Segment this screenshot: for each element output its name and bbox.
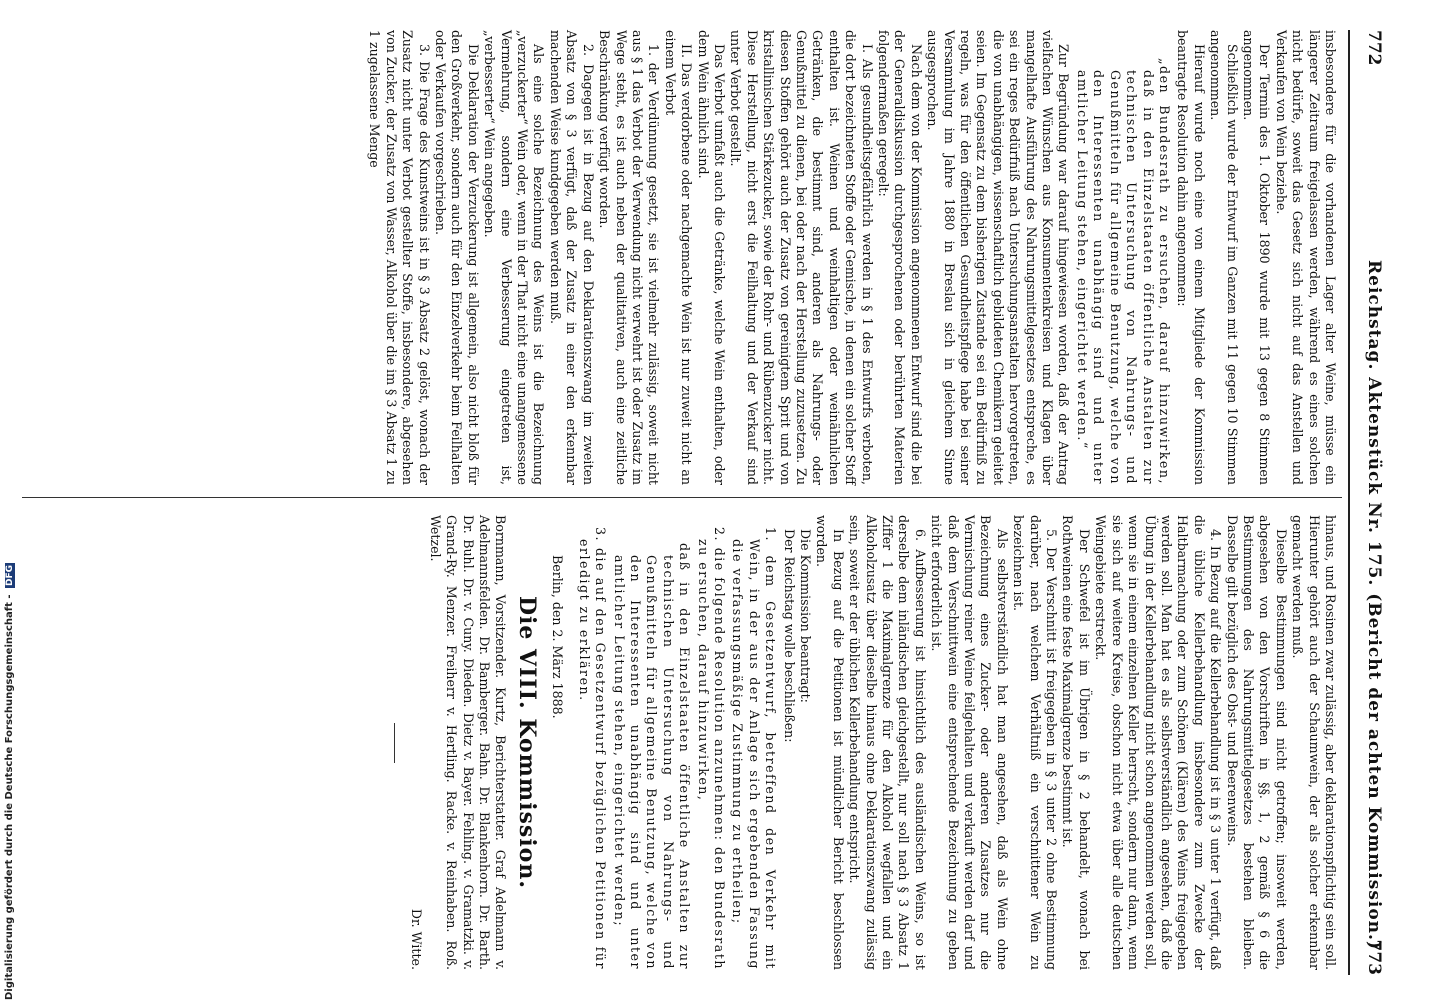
paragraph: I. Als gesundheitsgefährlich werden in § 1 des Entwurfs verboten, die dort bezeichneten Stoffe oder Gemische, in denen ein solcher Stoff enthalten ist. Weinen und weinhaltigen oder weinähnlichen Getränken, die bestimmt sind, anderen als Nahrungs- oder Genußmittel zu dienen, bei oder nach der Herstellung zuzusetzen. Zu diesen Stoffen gehört auch der Zusatz von gereinigtem Sprit und von kristallinischen Stärkezucker, sowie der Rohr- und Rübenzucker nicht. Diese Herstellung, nicht erst die Feilhaltung und der Verkauf sind unter Verbot gestellt. — [728, 30, 875, 485]
paragraph: Hierauf wurde noch eine von einem Mitgliede der Kommission beantragte Resolution dahin angenommen: — [1175, 30, 1207, 485]
digitization-credit — [4, 563, 15, 1000]
commission-title: Die VIII. Kommission. — [513, 595, 540, 890]
paragraph: Zur Begründung war darauf hingewiesen worden, daß der Antrag vielfachen Wünschen aus Konsumentenkreisen und Klagen über mangelhafte Ausführung des Nahrungsmittelgesetzes entspreche, es sei ein reges Bedürfniß nach Untersuchungsanstalten hervorgetreten, die von unabhängigen, wissenschaftlich gebildeten Chemikern geleitet seien. Im Gegensatz zu dem bisherigen Zustande sei ein Bedürfniß zu regeln, was für den öffentlichen Gesundheitspflege habe bei seiner Versammlung im Jahre 1880 in Breslau sich in gleichem Sinne ausgesprochen. — [925, 30, 1072, 485]
header-rule — [1348, 30, 1350, 975]
paragraph: 6. Aufbesserung ist hinsichtlich des ausländischen Weins, so ist derselbe dem inländischen gleichgestellt, nur soll nach § 3 Absatz 1 Ziffer 1 die Maximalgrenze für den Alkohol wegfallen und ein Alkoholzusatz über dieselbe hinaus ohne Deklarationszwang zulässig sein, soweit er der üblichen Kellerbehandlung entspricht. — [847, 515, 928, 970]
paragraph: 5. Der Verschnitt ist freigegeben in § 3 unter 2 ohne Bestimmung darüber, nach welchem Verhältniß ein verschnittener Wein zu bezeichnen ist. — [1011, 515, 1060, 970]
proposal-resolution: daß in den Einzelstaaten öffentliche Anstalten zur technischen Untersuchung von Nahrungs- und Genußmitteln für allgemeine Benutzung, welche von den Interessenten unabhängig sind und unter amtlicher Leitung stehen, eingerichtet werden; — [611, 543, 693, 970]
paragraph: 4. In Bezug auf die Kellerbehandlung ist in § 3 unter 1 verfügt, daß die übliche Kellerbehandlung insbesondere zum Zwecke der Haltbarmachung oder zum Schönen (Klären) des Weins freigegeben werden soll. Man hat es als selbstverständlich angesehen, daß die Übung in der Kellerbehandlung nicht schon angenommen werden soll, wenn sie in einem einzelnen Keller herrscht, sondern nur dann, wenn sie sich auf weitere Kreise, obschon nicht etwa über alle deutschen Weingebiete erstreckt. — [1093, 515, 1224, 970]
proposal-item: 3. die auf den Gesetzentwurf bezüglichen Petitionen für erledigt zu erklären. — [576, 527, 609, 970]
paragraph: 2. Dagegen ist in Bezug auf den Deklarationszwang im zweiten Absatz von § 3 verfügt, daß der Zusatz in einer den erkennbar machenden Weise kundgegeben werden muß. — [547, 30, 596, 485]
date-line: Berlin, den 2. März 1888. — [550, 555, 566, 719]
page-number-right: 773 — [1364, 939, 1384, 975]
paragraph: Die Deklaration der Verzuckerung ist allgemein, also nicht bloß für den Großverkehr, sondern auch für den Einzelverkehr beim Feilhalten oder Verkaufen vorgeschrieben. — [433, 30, 481, 485]
paragraph: Das Verbot umfaßt auch die Getränke, welche Wein enthalten, oder dem Wein ähnlich sind. — [695, 30, 727, 485]
paragraph: insbesondere für die vorhandenen Lager alter Weine, müsse ein längerer Zeitraum freigelassen werden, während es eines solchen nicht bedürfe, soweit das Gesetz sich nicht auf das Anstellen und Verkaufen von Wein beziehe. — [1273, 30, 1338, 485]
left-column — [366, 30, 1338, 485]
right-column — [384, 515, 1338, 970]
document-title: Reichstag. Aktenstück Nr. 175. (Bericht der achten Kommission.) — [1364, 260, 1384, 951]
member-list: Bornmann, Vorsitzender. Kurtz, Berichterstatter. Graf Adelmann v. Adelmannsfelden. Dr. Bamberger. Bahn. Dr. Blankenhorn. Dr. Barth. Dr. Buhl. Dr. v. Cuny. Dieden. Dietz v. Bayer. Fehling. v. Gramatzki. v. Grand-Ry. Menzer. Freiherr v. Hertling. Racke. v. Reinhaben. Roß. Wetzel. — [427, 515, 509, 970]
paragraph: 1. der Verdünnung gesetzt, sie ist vielmehr zulässig, soweit nicht aus § 1 das Verbot der Verwendung nicht verwehrt ist oder Zusatz im Wege steht, es ist auch neben der qualitativen, auch eine zeitliche Beschränkung verfügt worden. — [597, 30, 662, 485]
paragraph: hinaus, und Rosinen zwar zulässig, aber deklarationspflichtig sein soll. Hierunter gehört auch der Schaumwein, der als solcher erkennbar gemacht werden muß. — [1290, 515, 1338, 970]
page-header — [1352, 30, 1392, 975]
paragraph: Der Reichstag wolle beschließen: — [781, 529, 797, 743]
paragraph: Als eine solche Bezeichnung des Weins ist die Bezeichnung „verzuckerter“ Wein oder, wenn in der That nicht eine unangemessene Vermehrung, sondern eine Verbesserung eingetreten ist, „verbesserter“ Wein angegeben. — [482, 30, 547, 485]
page-number-left: 772 — [1364, 30, 1384, 66]
paragraph: Die Kommission beantragt: — [798, 529, 813, 703]
proposal-item: 1. dem Gesetzentwurf, betreffend den Verkehr mit Wein, in der aus der Anlage sich ergebenden Fassung die verfassungsmäßige Zustimmung zu ertheilen; — [730, 527, 779, 970]
paragraph: Der Termin des 1. Oktober 1890 wurde mit 13 gegen 8 Stimmen angenommen. — [1240, 30, 1273, 485]
paragraph: Als selbstverständlich hat man angesehen, daß als Wein ohne Bezeichnung eines Zucker- oder anderen Zusatzes nur die Vermischung reiner Weine feilgehalten und verkauft werden darf und daß dem Verschnittwein eine entsprechende Bezeichnung zu geben nicht erforderlich ist. — [929, 515, 1010, 970]
paragraph: 3. Die Frage des Kunstweins ist in § 3 Absatz 2 gelöst, wonach der Zusatz nicht unter Verbot gestellter Stoffe, insbesondere, abgesehen von Zucker, der Zusatz von Wasser, Alkohol über die im § 3 Absatz 1 zu 1 zugelassene Menge — [367, 30, 432, 485]
paragraph: Dieselbe Bestimmungen sind nicht getroffen; insoweit werden, abgesehen von den Vorschriften in §§. 1, 2 gemäß § 6 die Bestimmungen des Nahrungsmittelgesetzes bestehen bleiben. Dasselbe gilt bezüglich des Obst- und Beerenweins. — [1224, 515, 1289, 970]
signature: Dr. Witte. — [409, 908, 425, 970]
paragraph: In Bezug auf die Petitionen ist mündlicher Bericht beschlossen worden. — [814, 515, 846, 970]
dfg-logo: DFG — [5, 564, 15, 586]
resolution-quote: „den Bundesrath zu ersuchen, darauf hinzuwirken, daß in den Einzelstaaten öffentliche Anstalten zur technischen Untersuchung von Nahrungs- und Genußmitteln für allgemeine Benutzung, welche von den Interessenten unabhängig sind und unter amtlicher Leitung stehen, eingerichtet werden.“ — [1074, 58, 1172, 485]
proposal-item: 2. die folgende Resolution anzunehmen: den Bundesrath zu ersuchen, darauf hinzuwirken, — [695, 527, 727, 970]
paragraph: Nach dem von der Kommission angenommenen Entwurf sind die bei der Generaldiskussion durchgesprochenen oder berührten Materien folgendermaßen geregelt: — [876, 30, 924, 485]
paragraph: Der Schwefel ist im Übrigen in § 2 behandelt, wonach bei Rothweinen eine feste Maximalgrenze bestimmt ist. — [1060, 515, 1092, 970]
rotated-document-page — [5, 0, 1400, 1000]
credit-text: Digitalisierung gefördert durch die Deutsche Forschungsgemeinschaft - — [4, 594, 15, 1000]
paragraph: II. Das verdorbene oder nachgemachte Wein ist nur zuweit nicht an einem Verbot — [662, 30, 695, 485]
closing-rule — [394, 723, 395, 763]
column-divider — [22, 497, 1342, 498]
paragraph: Schließlich wurde der Entwurf im Ganzen mit 11 gegen 10 Stimmen angenommen. — [1208, 30, 1240, 485]
